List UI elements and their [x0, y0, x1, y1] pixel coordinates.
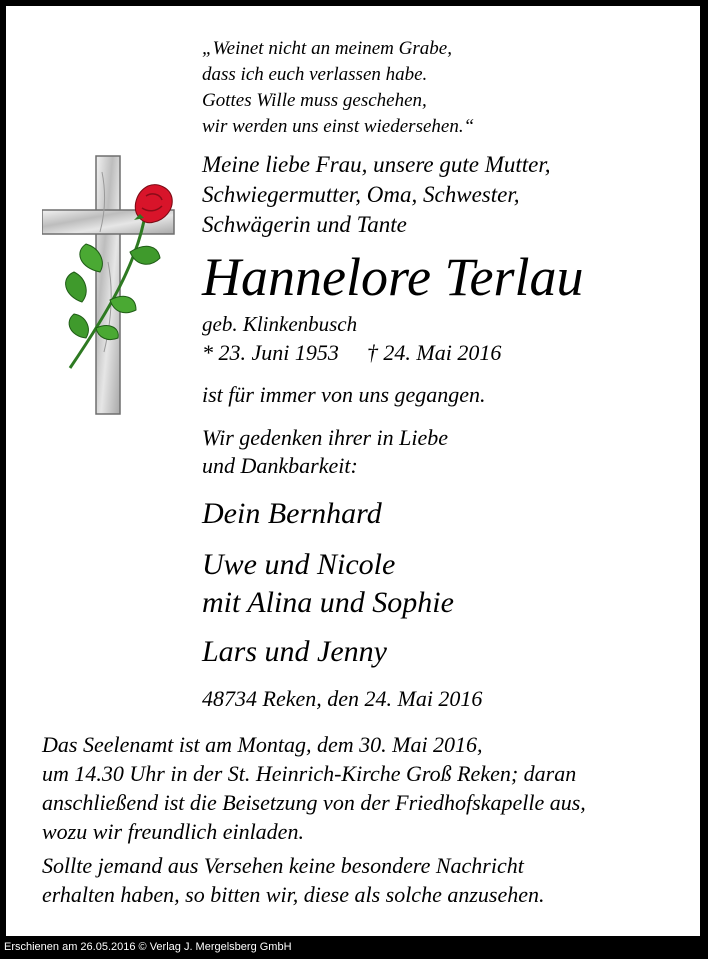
notice-line: Sollte jemand aus Versehen keine besondere Nachricht	[42, 853, 524, 878]
service-info	[42, 730, 692, 846]
publication-footer: Erschienen am 26.05.2016 © Verlag J. Mergelsberg GmbH	[4, 941, 292, 953]
memory-line: Wir gedenken ihrer in Liebe	[202, 425, 449, 450]
family-husband: Dein Bernhard	[202, 497, 382, 530]
gone-text: ist für immer von uns gegangen.	[202, 382, 486, 407]
family-child-1	[202, 546, 454, 622]
deceased-name: Hannelore Terlau	[202, 247, 584, 307]
intro-line: Schwiegermutter, Oma, Schwester,	[202, 182, 520, 207]
intro-line: Meine liebe Frau, unsere gute Mutter,	[202, 152, 551, 177]
family-child-2: Lars und Jenny	[202, 635, 387, 668]
notice-line: erhalten haben, so bitten wir, diese als solche anzusehen.	[42, 882, 545, 907]
quote-verse	[202, 36, 474, 140]
death-date: † 24. Mai 2016	[366, 340, 502, 365]
service-line: wozu wir freundlich einladen.	[42, 819, 304, 844]
service-line: um 14.30 Uhr in der St. Heinrich-Kirche Groß Reken; daran	[42, 761, 577, 786]
life-dates	[202, 338, 501, 368]
quote-line: wir werden uns einst wiedersehen.“	[202, 116, 475, 137]
service-line: anschließend ist die Beisetzung von der Friedhofskapelle aus,	[42, 790, 586, 815]
service-line: Das Seelenamt ist am Montag, dem 30. Mai 2016,	[42, 732, 483, 757]
family-line: Uwe und Nicole	[202, 548, 396, 581]
memory-text	[202, 424, 448, 480]
quote-line: Gottes Wille muss geschehen,	[202, 90, 427, 111]
family-line: mit Alina und Sophie	[202, 586, 454, 619]
memory-line: und Dankbarkeit:	[202, 453, 358, 478]
place-date: 48734 Reken, den 24. Mai 2016	[202, 686, 483, 711]
birth-date: * 23. Juni 1953	[202, 340, 339, 365]
obituary-card	[6, 6, 700, 936]
birth-name: geb. Klinkenbusch	[202, 312, 358, 336]
quote-line: dass ich euch verlassen habe.	[202, 64, 428, 85]
notice-text	[42, 851, 692, 909]
intro-text	[202, 150, 551, 240]
intro-line: Schwägerin und Tante	[202, 212, 407, 237]
quote-line: „Weinet nicht an meinem Grabe,	[202, 38, 452, 59]
cross-with-rose-image	[42, 152, 192, 418]
